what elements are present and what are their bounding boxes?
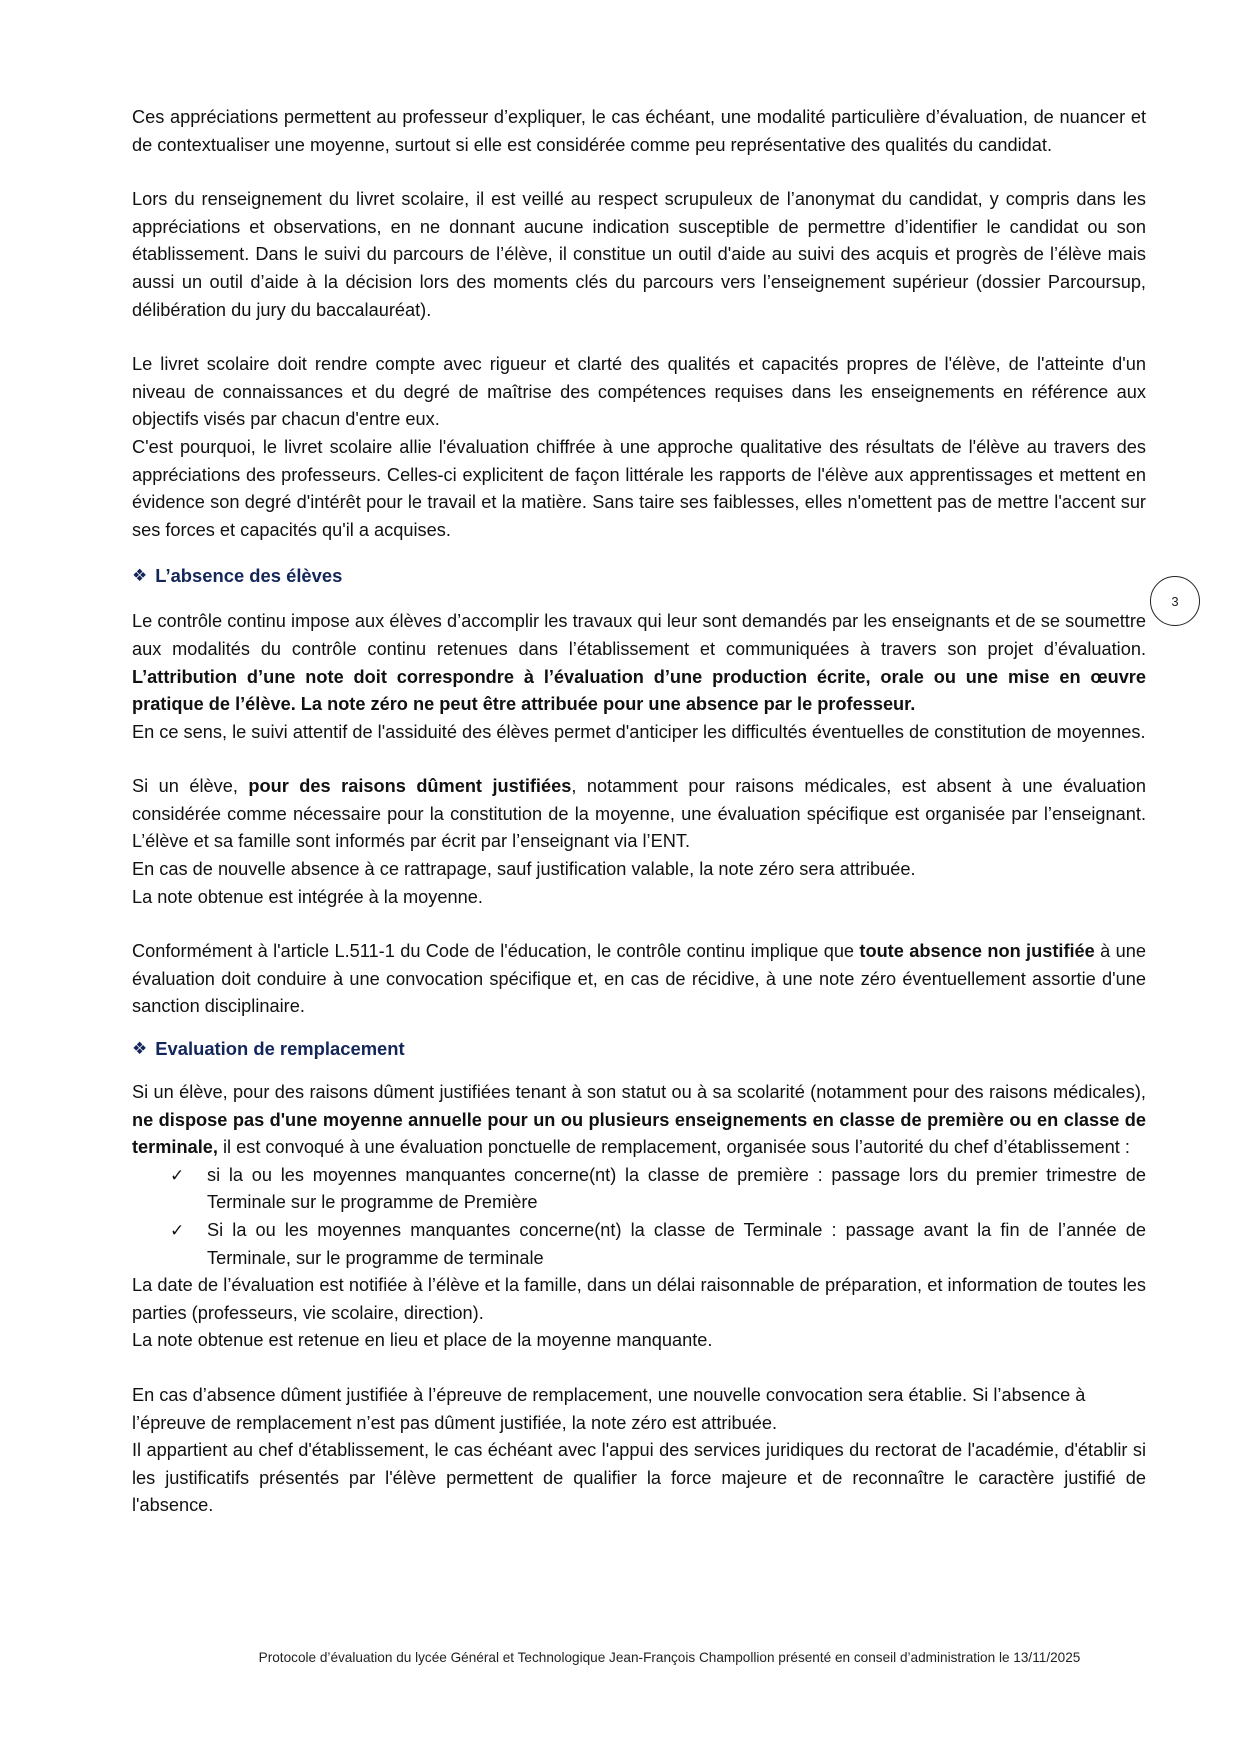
- text-run: il est convoqué à une évaluation ponctuelle de remplacement, organisée sous l’autorité du chef d’établissement :: [217, 1137, 1130, 1158]
- page-number-badge: 3: [1150, 576, 1200, 626]
- paragraph-raisons-justifiees: [132, 773, 1146, 856]
- text-run: Le contrôle continu impose aux élèves d’accomplir les travaux qui leur sont demandés par les enseignants et de se soumettre aux modalités du contrôle continu retenues dans l’établissement et communiquées à travers son projet d’évaluation.: [132, 611, 1146, 659]
- text-run: Si un élève,: [132, 776, 249, 797]
- section-heading-absence: [132, 562, 1146, 590]
- text-run: à une évaluation doit conduire à une convocation spécifique et, en cas de récidive, à une note zéro éventuellement assortie d'une sanction disciplinaire.: [132, 941, 1146, 1017]
- paragraph-appreciations: Ces appréciations permettent au professeur d’expliquer, le cas échéant, une modalité particulière d’évaluation, de nuancer et de contextualiser une moyenne, surtout si elle est considérée comme peu représentative des qualités du candidat.: [132, 107, 1146, 155]
- text-run: Si un élève, pour des raisons dûment justifiées tenant à son statut ou à sa scolarité (notamment pour des raisons médicales),: [132, 1082, 1146, 1103]
- bold-text: ne dispose pas d'une moyenne annuelle pour un ou plusieurs enseignements en classe de première ou en classe de terminale,: [132, 1109, 1146, 1158]
- paragraph-code-education: [132, 938, 1146, 1021]
- paragraph-nouvelle-absence: En cas de nouvelle absence à ce rattrapage, sauf justification valable, la note zéro sera attribuée.: [132, 859, 916, 880]
- text-run: Conformément à l'article L.511-1 du Code de l'éducation, le contrôle continu implique que: [132, 941, 860, 962]
- section-heading-remplacement: [132, 1035, 1146, 1063]
- bold-text: L’attribution d’une note doit correspondre à l’évaluation d’une production écrite, orale ou une mise en œuvre pratique de l’élève. La note zéro ne peut être attribuée pour une absence par le professeur.: [132, 666, 1146, 715]
- document-page: [132, 104, 1146, 1520]
- section-title: Evaluation de remplacement: [155, 1038, 405, 1060]
- paragraph-livret-qualitatif: C'est pourquoi, le livret scolaire allie l'évaluation chiffrée à une approche qualitative des résultats de l'élève au travers des appréciations des professeurs. Celles-ci explicitent de façon littérale les rapports de l'élève aux apprentissages et mettent en évidence son degré d'intérêt pour le travail et la matière. Sans taire ses faiblesses, elles n'omettent pas de mettre l'accent sur ses forces et capacités qu'il a acquises.: [132, 436, 1146, 540]
- page-footer: Protocole d’évaluation du lycée Général et Technologique Jean-François Champollion présenté en conseil d’administration le 13/11/2025: [258, 1650, 1081, 1665]
- paragraph-note-retenue: La note obtenue est retenue en lieu et place de la moyenne manquante.: [132, 1330, 713, 1351]
- paragraph-date-notifiee: La date de l’évaluation est notifiée à l’élève et la famille, dans un délai raisonnable de préparation, et information de toutes les parties (professeurs, vie scolaire, direction).: [132, 1275, 1146, 1323]
- paragraph-chef-etablissement: Il appartient au chef d'établissement, le cas échéant avec l'appui des services juridiques du rectorat de l'académie, d'établir si les justificatifs présentés par l'élève permettent de qualifier la force majeure et de reconnaître le caractère justifié de l'absence.: [132, 1440, 1146, 1516]
- diamond-bullet-icon: ❖: [132, 1039, 148, 1059]
- paragraph-note-integree: La note obtenue est intégrée à la moyenne.: [132, 886, 483, 907]
- section-title: L’absence des élèves: [155, 565, 343, 587]
- checkmark-icon: ✓: [170, 1165, 185, 1185]
- bold-text: toute absence non justifiée: [859, 941, 1095, 962]
- checkmark-icon: ✓: [170, 1221, 185, 1240]
- paragraph-assiduite: En ce sens, le suivi attentif de l'assiduité des élèves permet d'anticiper les difficultés éventuelles de constitution de moyennes.: [132, 721, 1146, 742]
- paragraph-livret-rigueur: Le livret scolaire doit rendre compte avec rigueur et clarté des qualités et capacités propres de l'élève, de l'atteinte d'un niveau de connaissances et du degré de maîtrise des compétences requises dans les enseignements en référence aux objectifs visés par chacun d'entre eux.: [132, 354, 1146, 430]
- paragraph-evaluation-remplacement: [132, 1079, 1146, 1162]
- diamond-bullet-icon: ❖: [132, 566, 148, 586]
- checklist-item: [132, 1217, 1146, 1272]
- text-run: , notamment pour raisons médicales, est absent à une évaluation considérée comme nécessaire pour la constitution de la moyenne, une évaluation spécifique est organisée par l’enseignant. L’élève et sa famille sont informés par écrit par l’enseignant via l’ENT.: [132, 776, 1146, 852]
- paragraph-absence-epreuve: En cas d’absence dûment justifiée à l’épreuve de remplacement, une nouvelle convocation sera établie. Si l’absence à l’épreuve de remplacement n’est pas dûment justifiée, la note zéro est attribuée.: [132, 1384, 1086, 1433]
- checklist-item-text: si la ou les moyennes manquantes concerne(nt) la classe de première : passage lors du premier trimestre de Terminale sur le programme de Première: [207, 1164, 1146, 1213]
- checklist-item: [132, 1162, 1146, 1217]
- bold-text: pour des raisons dûment justifiées: [248, 776, 572, 797]
- checklist-item-text: Si la ou les moyennes manquantes concerne(nt) la classe de Terminale : passage avant la fin de l’année de Terminale, sur le programme de terminale: [207, 1220, 1146, 1268]
- checklist: [132, 1162, 1146, 1272]
- paragraph-anonymat: Lors du renseignement du livret scolaire, il est veillé au respect scrupuleux de l’anonymat du candidat, y compris dans les appréciations et observations, en ne donnant aucune indication susceptible de permettre d’identifier le candidat ou son établissement. Dans le suivi du parcours de l’élève, il constitue un outil d'aide au suivi des acquis et progrès de l’élève mais aussi un outil d’aide à la décision lors des moments clés du parcours vers l’enseignement supérieur (dossier Parcoursup, délibération du jury du baccalauréat).: [132, 189, 1146, 320]
- paragraph-controle-continu: [132, 608, 1146, 718]
